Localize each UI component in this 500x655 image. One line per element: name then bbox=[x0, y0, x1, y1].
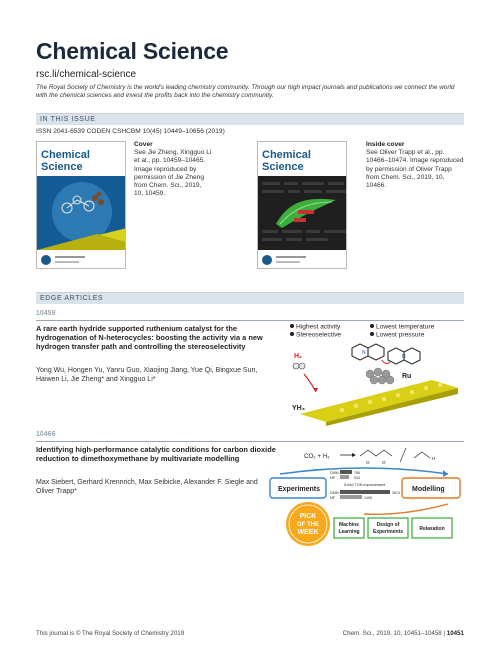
svg-text:O: O bbox=[366, 460, 370, 465]
page-number: 10451 bbox=[446, 630, 464, 637]
journal-blurb: The Royal Society of Chemistry is the world's leading chemistry community. Through our high impact journals and publications we connect the world with the chemical sciences and invest the profits back into the chemistry community. bbox=[36, 84, 455, 99]
section-bar-edge-articles bbox=[36, 292, 464, 304]
section-heading: EDGE ARTICLES bbox=[40, 295, 104, 302]
journal-title: Chemical Science bbox=[36, 38, 229, 64]
svg-text:H: H bbox=[432, 456, 436, 461]
bar-label-2: DMM bbox=[330, 491, 339, 495]
badge-line-2: WEEK bbox=[297, 529, 319, 536]
article-authors: Yong Wu, Hongen Yu, Yanru Guo, Xiaojing Jiang, Yue Qi, Bingxue Sun, Haiwen Li, Jie Zheng* and Xingguo Li* bbox=[36, 367, 258, 383]
h2-label: H₂ bbox=[294, 353, 303, 360]
front-cover-image[interactable] bbox=[36, 141, 126, 269]
article-title[interactable]: Identifying high-performance catalytic conditions for carbon dioxide reduction to dimethoxymethane by multivariate modelling bbox=[36, 445, 276, 463]
section-bar-in-this-issue bbox=[36, 113, 464, 125]
front-cover-caption bbox=[134, 141, 212, 198]
inside-cover-image[interactable] bbox=[257, 141, 347, 269]
journal-url[interactable]: rsc.li/chemical-science bbox=[36, 69, 137, 80]
inside-cover-text: See Oliver Trapp et al., pp. 10466–10474. Image reproduced by permission of Oliver Trapp from Chem. Sci., 2019, 10, 10466. bbox=[366, 149, 464, 190]
bar-label-1: MF bbox=[330, 476, 336, 480]
svg-text:O: O bbox=[382, 460, 386, 465]
equation-label: CO₂ + H₂ bbox=[304, 453, 330, 460]
badge-line-1: OF THE bbox=[297, 522, 319, 528]
badge-line-0: PICK bbox=[299, 513, 317, 520]
svg-text:Relaxation: Relaxation bbox=[419, 526, 445, 532]
svg-text:Science: Science bbox=[41, 161, 83, 173]
article-id: 10466 bbox=[36, 431, 56, 438]
footer-citation-text: Chem. Sci., 2019, 10, 10451–10458 | bbox=[342, 630, 446, 637]
cover-label: Cover bbox=[134, 141, 153, 148]
footer-citation bbox=[343, 630, 464, 637]
bullet-left-0: Highest activity bbox=[296, 323, 341, 331]
bar-label-0: DMM bbox=[330, 471, 339, 475]
article-authors: Max Siebert, Gerhard Krennrich, Max Seibicke, Alexander F. Siegle and Oliver Trapp* bbox=[36, 479, 258, 495]
svg-text:N: N bbox=[362, 350, 366, 356]
svg-text:Chemical: Chemical bbox=[41, 149, 90, 161]
improvement-label: 5-fold TON improvement bbox=[344, 483, 386, 487]
svg-text:Experiments: Experiments bbox=[372, 529, 404, 535]
toc-graphic-art bbox=[264, 444, 464, 548]
footer-copyright: This journal is © The Royal Society of Chemistry 2019 bbox=[36, 630, 185, 637]
experiments-box: Experiments bbox=[278, 486, 321, 493]
bullet-right-1: Lowest pressure bbox=[376, 331, 425, 339]
bullet-right-0: Lowest temperature bbox=[376, 323, 435, 331]
bar-value-0: 786 bbox=[354, 471, 360, 475]
cover-text: See Jie Zheng, Xingguo Li et al., pp. 10459–10465. Image reproduced by permission of Jie Zheng from Chem. Sci., 2019, 10, 10459. bbox=[134, 149, 212, 198]
inside-cover-caption bbox=[366, 141, 466, 190]
toc-graphic-co2-reduction[interactable] bbox=[264, 444, 464, 548]
article-id: 10459 bbox=[36, 310, 56, 317]
svg-text:Learning: Learning bbox=[338, 529, 360, 535]
article-title[interactable]: A rare earth hydride supported ruthenium catalyst for the hydrogenation of N-heterocycles: boosting the activity via a new hydrogen transfer path and controlling the stereoselectivity bbox=[36, 324, 263, 351]
front-cover-artwork bbox=[37, 142, 126, 269]
article-divider bbox=[36, 320, 464, 321]
issue-meta: ISSN 2041-6539 CODEN CSHCBM 10(45) 10449–10656 (2019) bbox=[36, 128, 225, 135]
inside-cover-label: Inside cover bbox=[366, 141, 405, 148]
inside-cover-artwork bbox=[258, 142, 347, 269]
toc-graphic-hydrogenation[interactable] bbox=[282, 322, 464, 426]
article-divider bbox=[36, 441, 464, 442]
bar-value-1: 533 bbox=[354, 476, 360, 480]
bar-label-3: MF bbox=[330, 496, 336, 500]
svg-text:Science: Science bbox=[262, 161, 304, 173]
bar-value-2: 3674 bbox=[392, 491, 400, 495]
section-heading: IN THIS ISSUE bbox=[40, 116, 96, 123]
bar-value-3: 1465 bbox=[364, 496, 372, 500]
modelling-box: Modelling bbox=[412, 486, 445, 493]
svg-text:Machine: Machine bbox=[338, 522, 360, 528]
svg-text:N: N bbox=[402, 354, 406, 360]
toc-graphic-art bbox=[282, 322, 464, 426]
yh3-label: YH₃ bbox=[292, 405, 305, 412]
svg-text:Chemical: Chemical bbox=[262, 149, 311, 161]
svg-text:Design of: Design of bbox=[376, 522, 400, 528]
bullet-left-1: Stereoselective bbox=[296, 331, 342, 339]
ru-label: Ru bbox=[402, 373, 412, 380]
